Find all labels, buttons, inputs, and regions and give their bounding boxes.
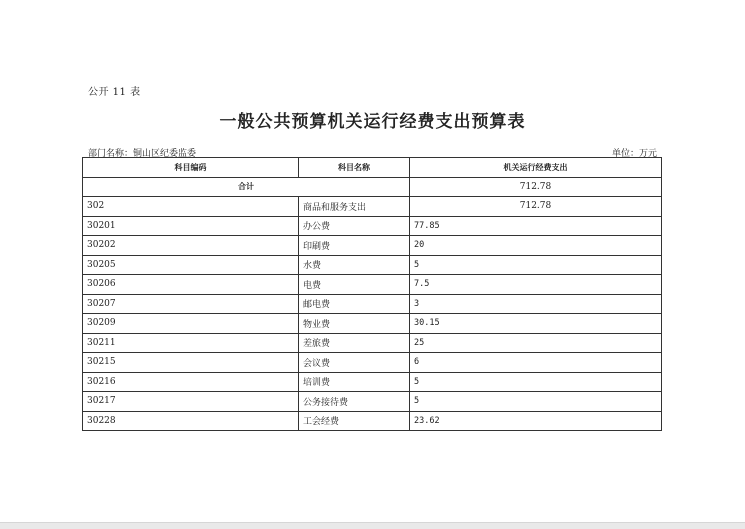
row-value: 3 — [410, 294, 662, 314]
row-code: 30215 — [83, 353, 299, 373]
table-row — [83, 314, 662, 334]
row-value: 20 — [410, 236, 662, 256]
row-value: 712.78 — [410, 197, 662, 217]
row-code: 30216 — [83, 372, 299, 392]
table-header-row — [83, 158, 662, 178]
total-value: 712.78 — [410, 177, 662, 197]
row-value: 5 — [410, 372, 662, 392]
row-code: 30217 — [83, 392, 299, 412]
row-code: 30201 — [83, 216, 299, 236]
budget-table — [82, 157, 662, 431]
row-code: 30202 — [83, 236, 299, 256]
table-row — [83, 236, 662, 256]
row-code: 30209 — [83, 314, 299, 334]
row-value: 30.15 — [410, 314, 662, 334]
row-code: 302 — [83, 197, 299, 217]
row-code: 30205 — [83, 255, 299, 275]
row-name: 差旅费 — [299, 333, 410, 353]
total-row — [83, 177, 662, 197]
row-name: 工会经费 — [299, 411, 410, 431]
table-row — [83, 372, 662, 392]
row-value: 6 — [410, 353, 662, 373]
row-name: 公务接待费 — [299, 392, 410, 412]
header-subject-name: 科目名称 — [299, 158, 410, 178]
row-name: 会议费 — [299, 353, 410, 373]
table-row — [83, 411, 662, 431]
row-value: 23.62 — [410, 411, 662, 431]
header-subject-code: 科目编码 — [83, 158, 299, 178]
table-row — [83, 197, 662, 217]
table-row — [83, 255, 662, 275]
row-code: 30228 — [83, 411, 299, 431]
document-label: 公开 11 表 — [88, 87, 141, 98]
row-name: 邮电费 — [299, 294, 410, 314]
row-name: 物业费 — [299, 314, 410, 334]
row-code: 30206 — [83, 275, 299, 295]
row-value: 5 — [410, 255, 662, 275]
department-name: 部门名称：铜山区纪委监委 — [88, 149, 197, 159]
row-value: 77.85 — [410, 216, 662, 236]
table-row — [83, 353, 662, 373]
row-name: 印刷费 — [299, 236, 410, 256]
row-name: 办公费 — [299, 216, 410, 236]
row-name: 水费 — [299, 255, 410, 275]
unit-label: 单位：万元 — [611, 149, 657, 159]
row-value: 7.5 — [410, 275, 662, 295]
row-value: 5 — [410, 392, 662, 412]
row-name: 电费 — [299, 275, 410, 295]
table-row — [83, 275, 662, 295]
table-row — [83, 216, 662, 236]
row-name: 培训费 — [299, 372, 410, 392]
document-title: 一般公共预算机关运行经费支出预算表 — [219, 112, 526, 132]
row-code: 30207 — [83, 294, 299, 314]
header-operating-expense: 机关运行经费支出 — [410, 158, 662, 178]
table-row — [83, 392, 662, 412]
row-name: 商品和服务支出 — [299, 197, 410, 217]
row-value: 25 — [410, 333, 662, 353]
total-label: 合计 — [83, 177, 410, 197]
table-row — [83, 333, 662, 353]
row-code: 30211 — [83, 333, 299, 353]
table-row — [83, 294, 662, 314]
